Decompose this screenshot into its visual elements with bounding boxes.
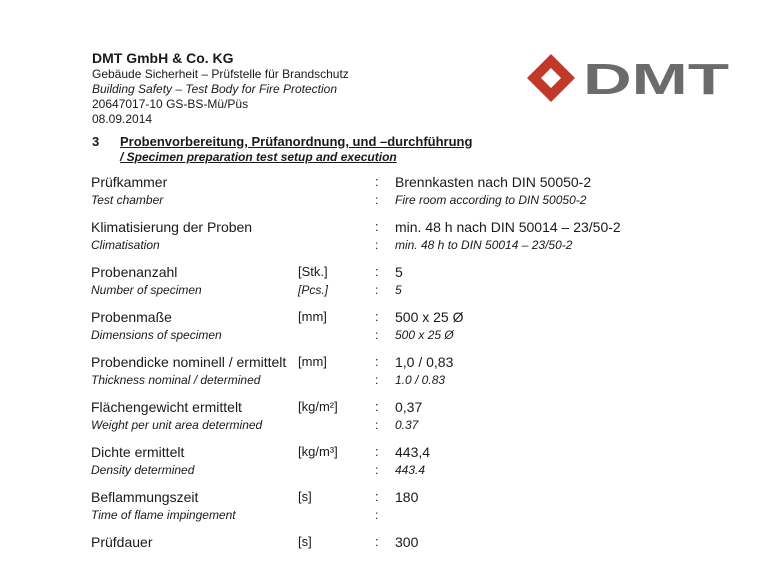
row-unit-en: [Pcs.] — [298, 283, 329, 297]
table-row — [0, 219, 761, 259]
document-header — [92, 50, 349, 127]
row-value-en: 0.37 — [395, 418, 419, 432]
row-unit-de: [kg/m³] — [298, 444, 338, 459]
row-label-en: Test chamber — [91, 193, 164, 207]
row-label-en: Climatisation — [91, 238, 160, 252]
row-value-de: 5 — [395, 264, 403, 280]
row-unit-de: [mm] — [298, 354, 327, 369]
row-unit-de: [s] — [298, 489, 312, 504]
row-separator-en: : — [375, 283, 379, 297]
table-row — [0, 174, 761, 214]
row-label-de: Flächengewicht ermittelt — [91, 399, 242, 415]
row-value-de: 180 — [395, 489, 419, 505]
row-separator-en: : — [375, 418, 379, 432]
row-separator-en: : — [375, 238, 379, 252]
department-de: Gebäude Sicherheit – Prüfstelle für Brandschutz — [92, 67, 349, 81]
row-separator: : — [375, 354, 379, 369]
reference-number: 20647017-10 GS-BS-Mü/Püs — [92, 97, 249, 111]
row-value-de: Brennkasten nach DIN 50050-2 — [395, 174, 592, 190]
row-label-de: Klimatisierung der Proben — [91, 219, 253, 235]
row-separator: : — [375, 399, 379, 414]
row-unit-de: [s] — [298, 534, 312, 549]
row-separator: : — [375, 534, 379, 549]
row-value-en: 5 — [395, 283, 402, 297]
row-separator: : — [375, 309, 379, 324]
row-value-en: 443.4 — [395, 463, 426, 477]
row-value-en: Fire room according to DIN 50050-2 — [395, 193, 587, 207]
row-value-en: 1.0 / 0.83 — [395, 373, 446, 387]
row-label-de: Probenanzahl — [91, 264, 178, 280]
dmt-logo — [527, 54, 730, 102]
row-unit-de: [Stk.] — [298, 264, 328, 279]
row-value-de: 500 x 25 Ø — [395, 309, 464, 325]
row-label-de: Beflammungszeit — [91, 489, 199, 505]
table-row — [0, 534, 761, 574]
table-row — [0, 354, 761, 394]
row-separator: : — [375, 174, 379, 189]
company-name: DMT GmbH & Co. KG — [92, 50, 234, 66]
row-separator: : — [375, 219, 379, 234]
row-separator-en: : — [375, 508, 379, 522]
logo-text: DMT — [583, 55, 730, 102]
row-label-en: Dimensions of specimen — [91, 328, 222, 342]
section-number: 3 — [92, 134, 100, 149]
row-label-en: Density determined — [91, 463, 195, 477]
table-row — [0, 264, 761, 304]
section-title: Probenvorbereitung, Prüfanordnung, und –durchführung — [120, 134, 473, 149]
row-label-de: Prüfdauer — [91, 534, 153, 550]
row-label-de: Dichte ermittelt — [91, 444, 185, 460]
row-unit-de: [kg/m²] — [298, 399, 338, 414]
row-value-de: 1,0 / 0,83 — [395, 354, 454, 370]
table-row — [0, 309, 761, 349]
document-date: 08.09.2014 — [92, 112, 153, 126]
row-separator-en: : — [375, 193, 379, 207]
row-label-en: Time of flame impingement — [91, 508, 236, 522]
row-value-en: 500 x 25 Ø — [395, 328, 454, 342]
row-label-en: Number of specimen — [91, 283, 202, 297]
row-separator-en: : — [375, 373, 379, 387]
table-row — [0, 489, 761, 529]
row-value-de: 0,37 — [395, 399, 423, 415]
row-separator-en: : — [375, 328, 379, 342]
row-label-en: Weight per unit area determined — [91, 418, 263, 432]
row-value-de: min. 48 h nach DIN 50014 – 23/50-2 — [395, 219, 621, 235]
row-separator: : — [375, 264, 379, 279]
row-separator-en: : — [375, 463, 379, 477]
table-row — [0, 399, 761, 439]
row-unit-de: [mm] — [298, 309, 327, 324]
row-label-en: Thickness nominal / determined — [91, 373, 261, 387]
section-subtitle: / Specimen preparation test setup and execution — [120, 150, 397, 164]
row-separator: : — [375, 444, 379, 459]
row-label-de: Probendicke nominell / ermittelt — [91, 354, 287, 370]
row-separator: : — [375, 489, 379, 504]
row-label-de: Prüfkammer — [91, 174, 168, 190]
row-label-de: Probenmaße — [91, 309, 172, 325]
row-value-de: 300 — [395, 534, 419, 550]
table-row — [0, 444, 761, 484]
row-value-en: min. 48 h to DIN 50014 – 23/50-2 — [395, 238, 573, 252]
row-value-de: 443,4 — [395, 444, 431, 460]
department-en: Building Safety – Test Body for Fire Protection — [92, 82, 338, 96]
